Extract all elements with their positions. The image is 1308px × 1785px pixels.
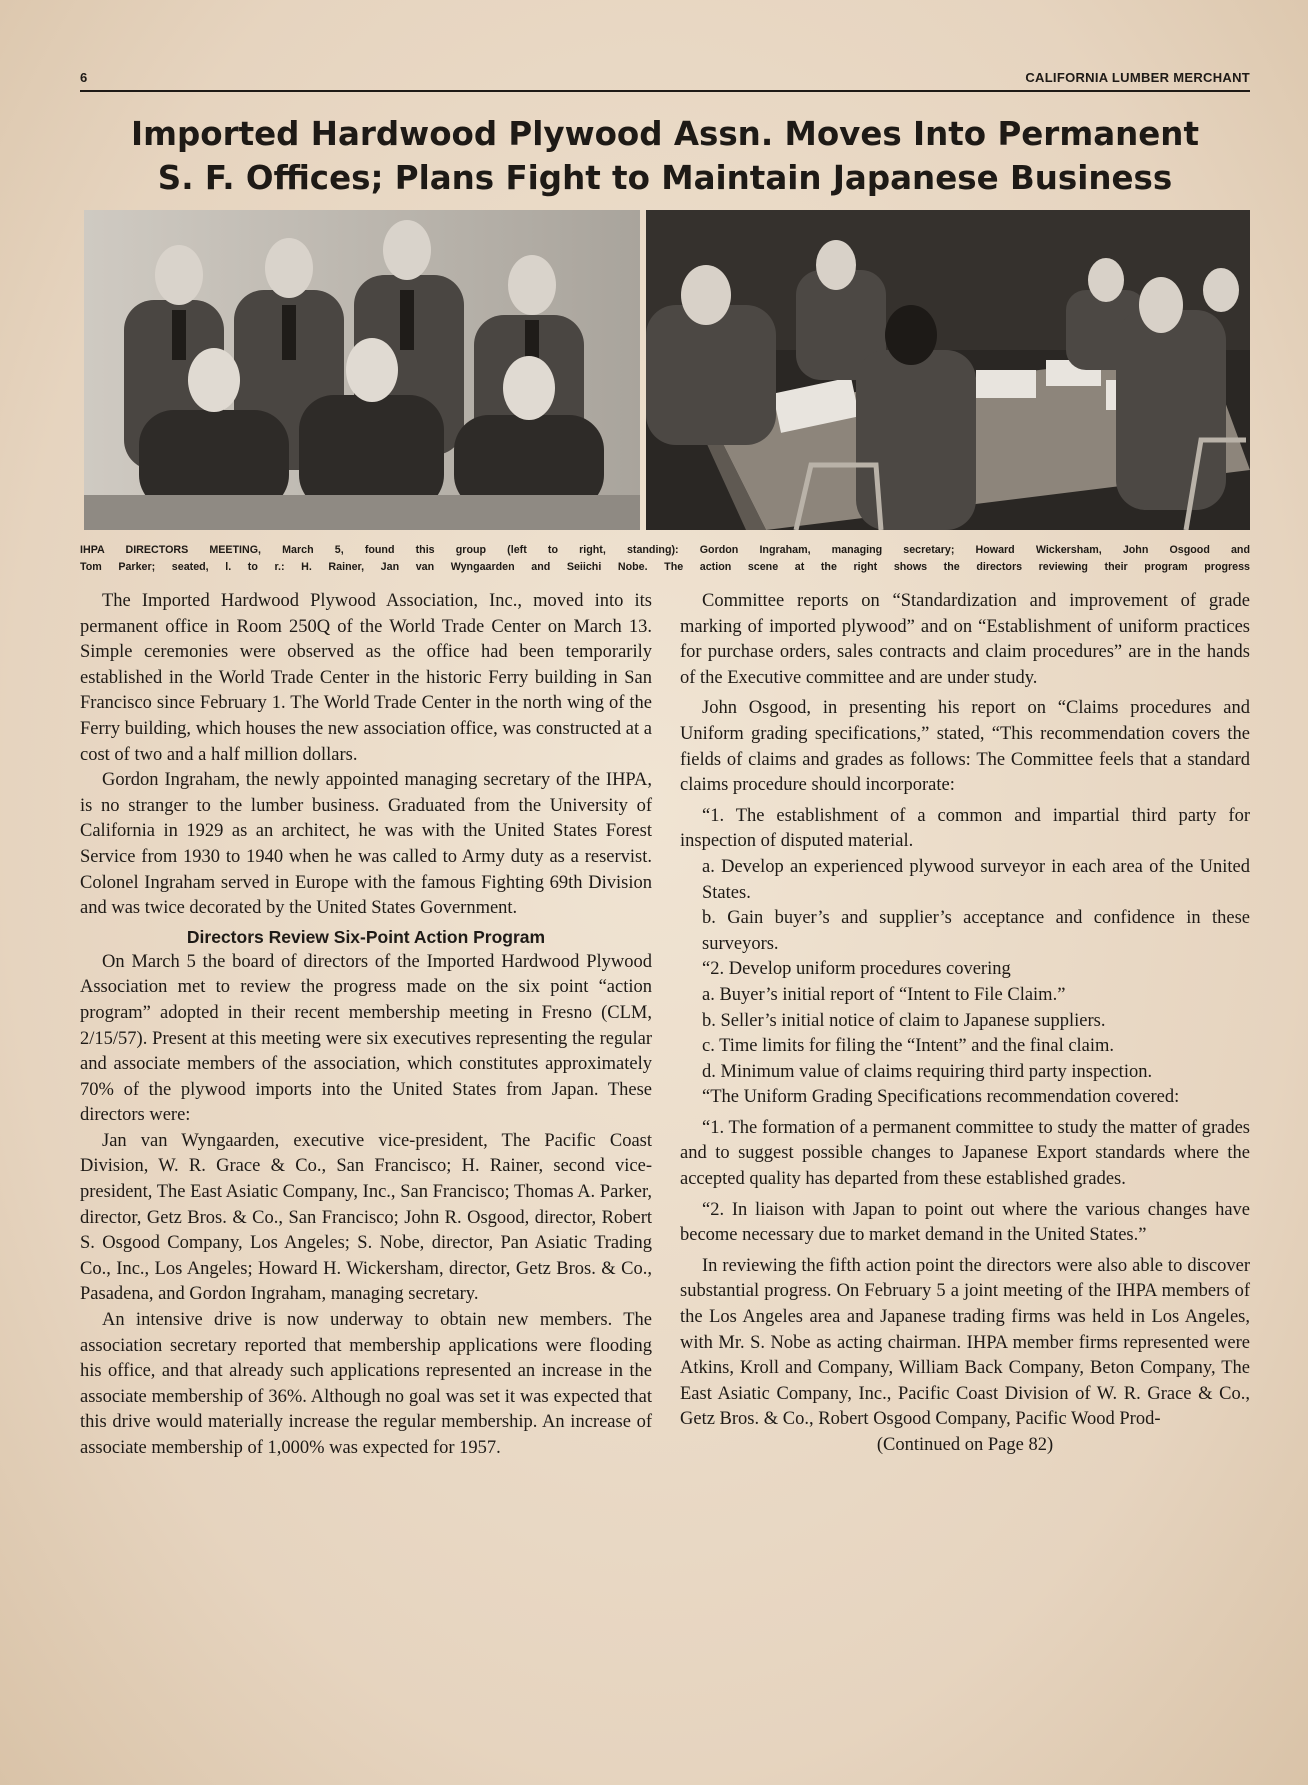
meeting-table-photo [646,210,1250,530]
list-item: a. Buyer’s initial report of “Intent to File Claim.” [702,984,1066,1005]
list-item: b. Seller’s initial notice of claim to Japanese suppliers. [702,1010,1106,1031]
group-portrait-photo [84,210,640,530]
caption-line-2: Tom Parker; seated, l. to r.: H. Rainer, Jan van Wyngaarden and Seiichi Nobe. The action scene at the right shows the directors reviewing their program progress [80,561,1250,573]
paragraph: “2. In liaison with Japan to point out where the various changes have become necessary due to market demand in the United States.” [680,1199,1250,1246]
paragraph: On March 5 the board of directors of the Imported Hardwood Plywood Association met to review the progress made on the six point “action program” adopted in their recent membership meeting in Fresno (CLM, 2/15/57). Present at this meeting were six executives representing the regular and associate members of the association, which constitutes approximately 70% of the plywood imports into the United States from Japan. These directors were: [80,951,652,1126]
headline-line-1: Imported Hardwood Plywood Assn. Moves Into Permanent [131,115,1199,153]
paragraph: “The Uniform Grading Specifications recommendation covered: [702,1087,1180,1108]
list-item: d. Minimum value of claims requiring third party inspection. [702,1061,1153,1082]
photo-caption [80,542,1250,576]
meeting-table-icon [646,210,1250,530]
section-subhead: Directors Review Six-Point Action Program [186,926,546,947]
paragraph: John Osgood, in presenting his report on “Claims procedures and Uniform grading specifications,” stated, “This recommendation covers the fields of claims and grades as follows: The Committee feels that a standard claims procedure should incorporate: [680,698,1250,796]
paragraph: Gordon Ingraham, the newly appointed managing secretary of the IHPA, is no stranger to the lumber business. Graduated from the University of California in 1929 as an architect, he was with the United States Forest Service from 1930 to 1940 when he was called to Army duty as a reservist. Colonel Ingraham served in Europe with the famous Fighting 69th Division and was twice decorated by the United States Government. [80,770,652,919]
paragraph: “1. The formation of a permanent committee to study the matter of grades and to suggest possible changes to Japanese Export standards where the accepted quality has departed from these established grades. [680,1117,1250,1190]
paragraph: Committee reports on “Standardization and improvement of grade marking of imported plywood” and on “Establishment of uniform practices for purchase orders, sales contracts and claim procedures” are in the hands of the Executive committee and are under study. [680,591,1250,688]
paragraph: An intensive drive is now underway to obtain new members. The association secretary reported that membership applications were flooding his office, and that already such applications represented an increase in the associate membership of 36%. Although no goal was set it was expected that this drive would materially increase the regular membership. An increase of associate membership of 1,000% was expected for 1957. [80,1310,652,1458]
list-item: b. Gain buyer’s and supplier’s acceptance and confidence in these surveyors. [702,908,1250,954]
paragraph: “2. Develop uniform procedures covering [702,959,1011,980]
caption-line-1: IHPA DIRECTORS MEETING, March 5, found this group (left to right, standing): Gordon Ingraham, managing secretary; Howard Wickersham, John Osgood and [80,544,1250,556]
group-portrait-icon [84,210,640,530]
article-column-right [680,589,1250,1459]
list-item: a. Develop an experienced plywood surveyor in each area of the United States. [702,856,1250,903]
article-headline [80,112,1250,200]
paragraph: “1. The establishment of a common and impartial third party for inspection of disputed material. [680,805,1250,852]
paragraph: The Imported Hardwood Plywood Association, Inc., moved into its permanent office in Room 250Q of the World Trade Center on March 13. Simple ceremonies were observed as the office had been temporarily established in the World Trade Center in the historic Ferry building in San Francisco since February 1. The World Trade Center in the north wing of the Ferry building, which houses the new association office, was constructed at a cost of two and a half million dollars. [80,591,652,765]
magazine-title: CALIFORNIA LUMBER MERCHANT [1025,70,1250,85]
paragraph: Jan van Wyngaarden, executive vice-president, The Pacific Coast Division, W. R. Grace & Co., San Francisco; H. Rainer, second vice-president, The East Asiatic Company, Inc., San Francisco; Thomas A. Parker, director, Getz Bros. & Co., San Francisco; John R. Osgood, director, Robert S. Osgood Company, Los Angeles; S. Nobe, director, Pan Asiatic Trading Co., Inc., Los Angeles; Howard H. Wickersham, director, Getz Bros. & Co., Pasadena, and Gordon Ingraham, managing secretary. [80,1130,652,1305]
article-column-left [80,589,652,1462]
headline-line-2: S. F. Offices; Plans Fight to Maintain Japanese Business [157,159,1173,197]
list-item: c. Time limits for filing the “Intent” and the final claim. [702,1036,1115,1057]
page-number: 6 [80,70,88,85]
paragraph: In reviewing the fifth action point the directors were also able to discover substantial progress. On February 5 a joint meeting of the IHPA members of the Los Angeles area and Japanese trading firms was held in Los Angeles, with Mr. S. Nobe as acting chairman. IHPA member firms represented were Atkins, Kroll and Company, William Back Company, Beton Company, The East Asiatic Company, Inc., Pacific Coast Division of W. R. Grace & Co., Getz Bros. & Co., Robert Osgood Company, Pacific Wood Prod- [680,1255,1250,1430]
continued-notice: (Continued on Page 82) [876,1435,1054,1455]
page-header [80,68,1250,92]
